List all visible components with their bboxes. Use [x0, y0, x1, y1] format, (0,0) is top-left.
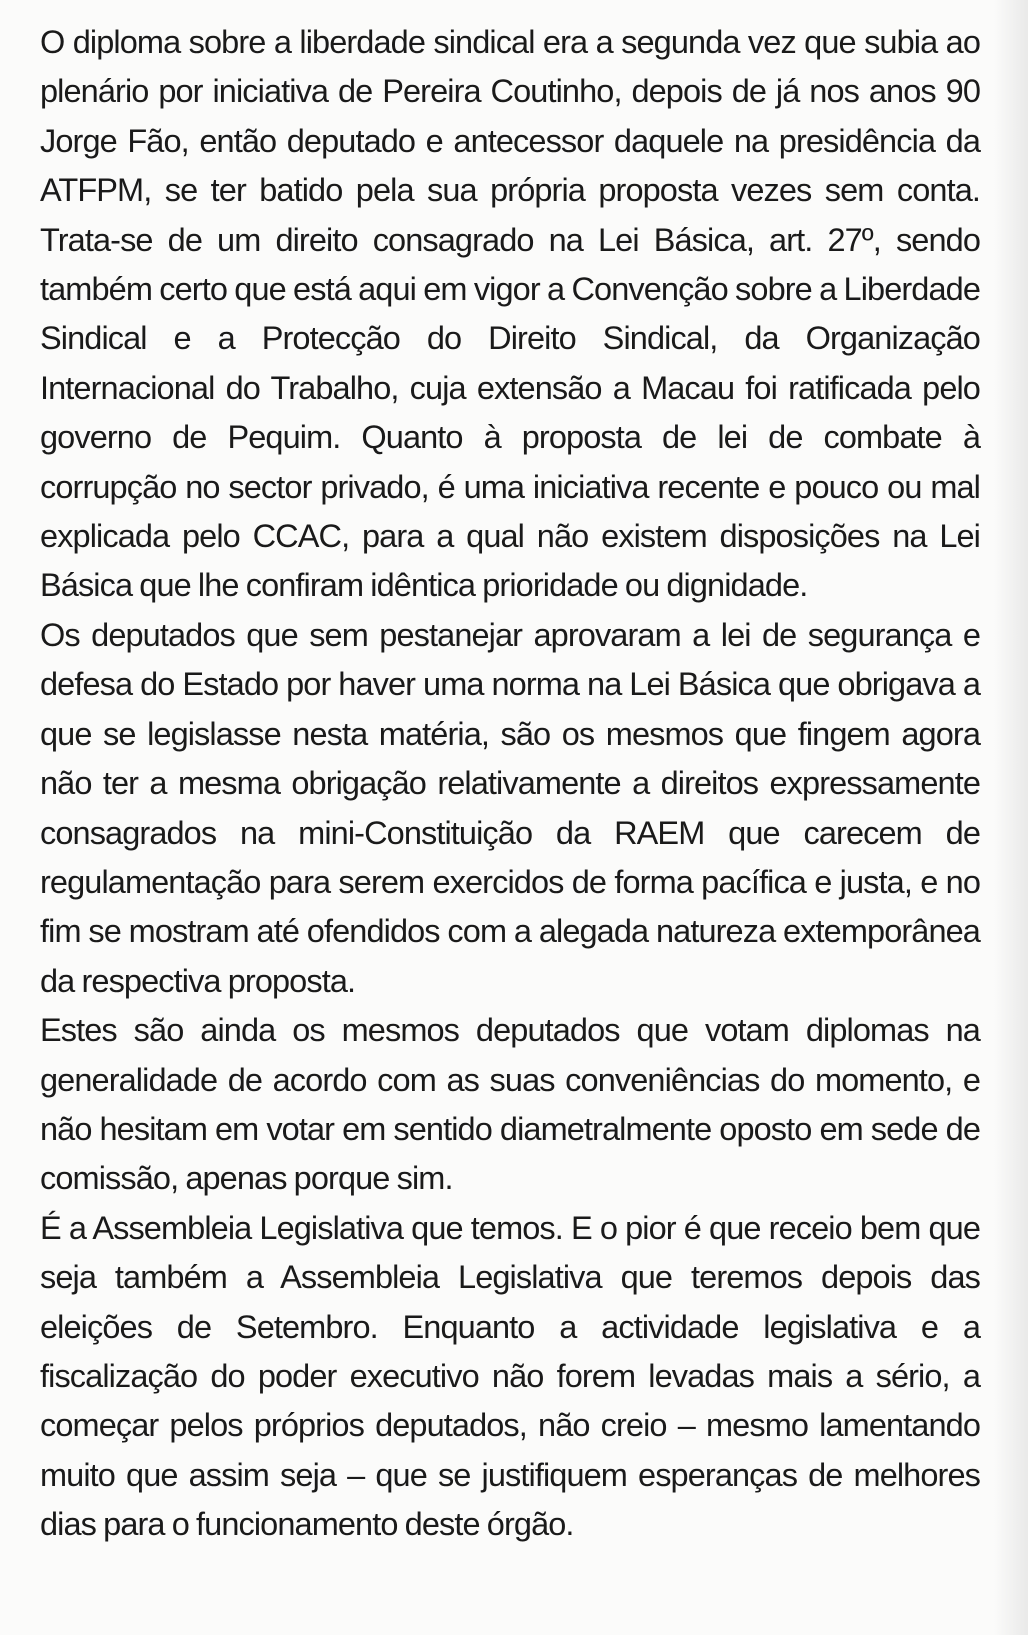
article-paragraph: Os deputados que sem pestanejar aprovaram a lei de segurança e defesa do Estado por haver uma norma na Lei Básica que obrigava a que se legislasse nesta matéria, são os mesmos que fingem agora não ter a mesma obrigação relativamente a direitos expressamente consagrados na mini-Constituição da RAEM que carecem de regulamentação para serem exercidos de forma pacífica e justa, e no fim se mostram até ofendidos com a alegada natureza extemporânea da respectiva proposta.: [40, 616, 980, 999]
article-paragraph: O diploma sobre a liberdade sindical era a segunda vez que subia ao plenário por iniciativa de Pereira Coutinho, depois de já nos anos 90 Jorge Fão, então deputado e antecessor daquele na presidência da ATFPM, se ter batido pela sua própria proposta vezes sem conta. Trata-se de um direito consagrado na Lei Básica, art. 27º, sendo também certo que está aqui em vigor a Convenção sobre a Liberdade Sindical e a Protecção do Direito Sindical, da Organização Internacional do Trabalho, cuja extensão a Macau foi ratificada pelo governo de Pequim. Quanto à proposta de lei de combate à corrupção no sector privado, é uma iniciativa recente e pouco ou mal explicada pelo CCAC, para a qual não existem disposições na Lei Básica que lhe confiram idêntica prioridade ou dignidade.: [40, 24, 980, 604]
article-paragraph: É a Assembleia Legislativa que temos. E o pior é que receio bem que seja também a Assembleia Legislativa que teremos depois das eleições de Setembro. Enquanto a actividade legislativa e a fiscalização do poder executivo não forem levadas mais a sério, a começar pelos próprios deputados, não creio – mesmo lamentando muito que assim seja – que se justifiquem esperanças de melhores dias para o funcionamento deste órgão.: [40, 1209, 980, 1543]
article-column: [40, 18, 980, 1550]
page-edge-shadow: [994, 0, 1028, 1635]
article-paragraph: Estes são ainda os mesmos deputados que votam diplomas na generalidade de acordo com as suas conveniências do momento, e não hesitam em votar em sentido diametralmente oposto em sede de comissão, apenas porque sim.: [40, 1012, 980, 1197]
